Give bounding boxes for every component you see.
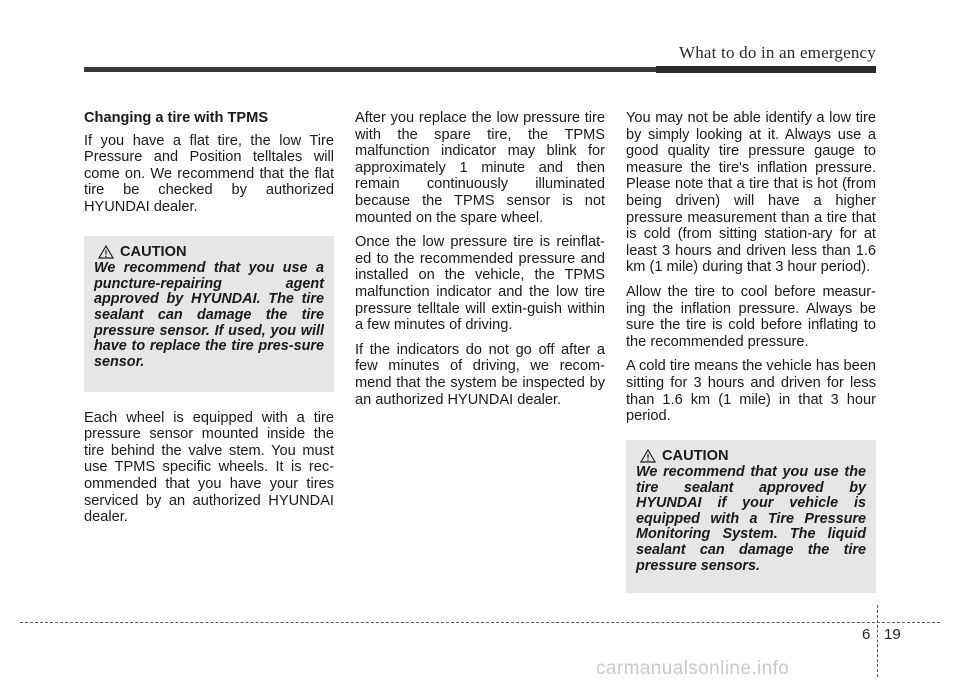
column-1 [84,110,334,534]
caution-text: We recommend that you use the tire sealant approved by HYUNDAI if your vehicle is equipped with a Tire Pressure Monitoring System. The liquid sealant can damage the tire pressure sensors. [636,464,866,574]
paragraph: Once the low pressure tire is reinflat-ed to the recommended pressure and installed on the vehicle, the TPMS malfunction indicator and the low tire pressure telltale will extin-guish within a few minutes of driving. [355,234,605,334]
column-3 [626,110,876,433]
column-2 [355,110,605,416]
caution-box [626,440,876,593]
paragraph: If the indicators do not go off after a few minutes of driving, we recom-mend that the system be inspected by an authorized HYUNDAI dealer. [355,341,605,408]
watermark: carmanualsonline.info [596,658,790,679]
paragraph: Allow the tire to cool before measur-ing the inflation pressure. Always be sure the tire is cold before inflating to the recommended pressure. [626,283,876,350]
warning-triangle-icon [640,449,656,463]
chapter-number: 6 [862,626,871,643]
page-number: 19 [884,626,901,643]
footer-rule [20,622,940,623]
caution-text: We recommend that you use a puncture-repairing agent approved by HYUNDAI. The tire sealant can damage the tire pressure sensor. If used, you will have to replace the tire pres-sure sensor. [94,260,324,370]
warning-triangle-icon [98,245,114,259]
paragraph: A cold tire means the vehicle has been sitting for 3 hours and driven for less than 1.6 km (1 mile) in that 3 hour period. [626,358,876,425]
footer-divider [877,605,878,677]
section-title: What to do in an emergency [678,43,876,62]
section-heading: Changing a tire with TPMS [84,110,269,126]
paragraph: If you have a flat tire, the low Tire Pressure and Position telltales will come on. We recommend that the flat tire be checked by authorized HYUNDAI dealer. [84,132,334,215]
paragraph: You may not be able identify a low tire by simply looking at it. Always use a good quality tire pressure gauge to measure the tire's inflation pressure. Please note that a tire that is hot (from being driven) will have a higher pressure measurement than a tire that is cold (from sitting station-ary for at least 3 hours and driven less than 1.6 km (1 mile) during that 3 hour period). [626,110,876,276]
caution-label: CAUTION [662,448,729,464]
caution-label: CAUTION [120,243,187,260]
caution-header [636,448,866,464]
caution-box [84,236,334,392]
paragraph: After you replace the low pressure tire with the spare tire, the TPMS malfunction indicator may blink for approximately 1 minute and then remain continuously illuminated because the TPMS sensor is not mounted on the spare wheel. [355,110,605,226]
header-rule [84,67,876,72]
caution-header [94,244,324,261]
paragraph: Each wheel is equipped with a tire pressure sensor mounted inside the tire behind the valve stem. You must use TPMS specific wheels. It is rec-ommended that you have your tires serviced by an authorized HYUNDAI dealer. [84,409,334,526]
header-rule-accent [656,66,876,73]
